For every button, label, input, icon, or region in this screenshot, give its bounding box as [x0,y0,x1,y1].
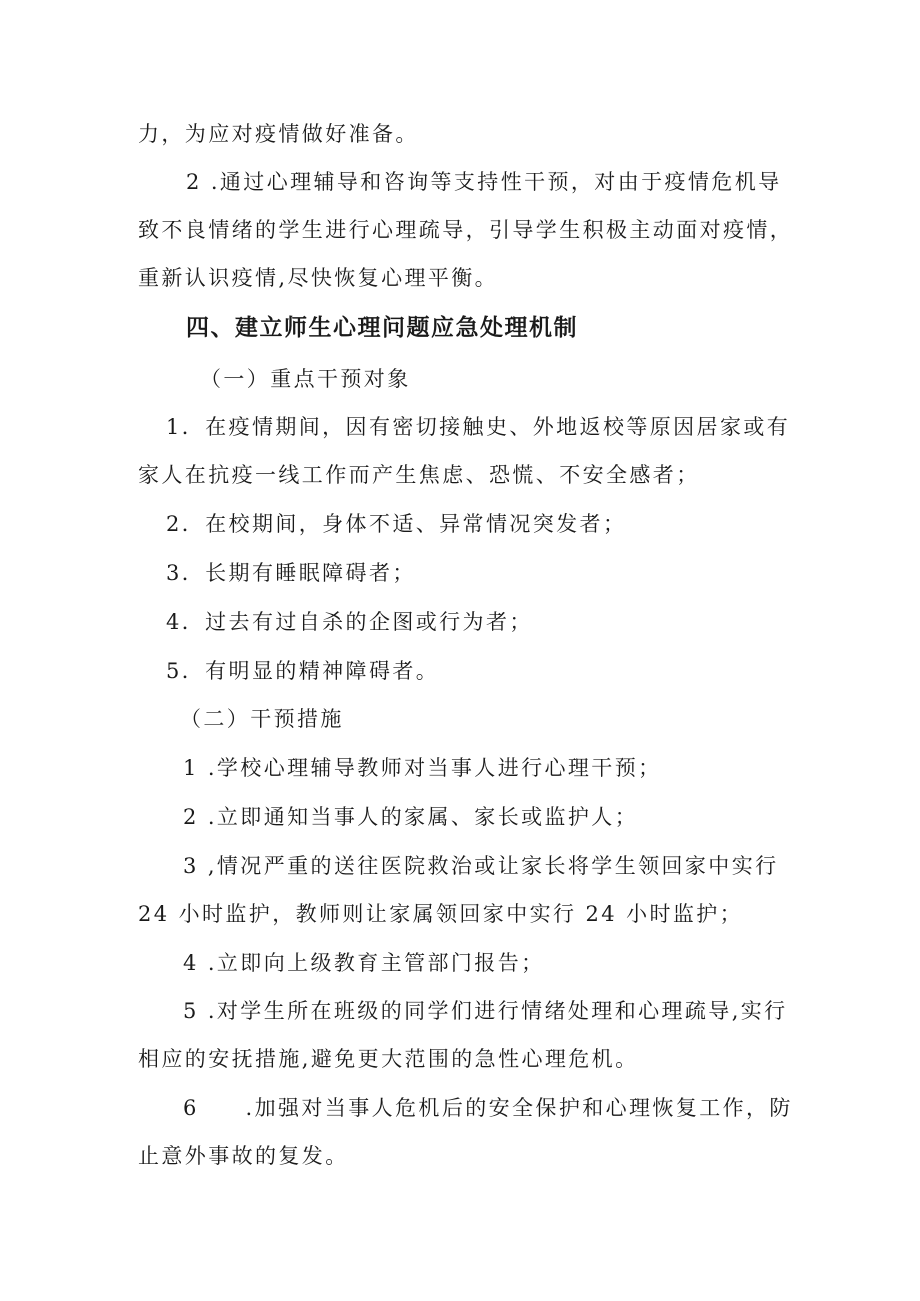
list-item: 2 .立即通知当事人的家属、家长或监护人； [183,805,639,829]
paragraph-line: 重新认识疫情,尽快恢复心理平衡。 [138,266,499,290]
list-item: 4．过去有过自杀的企图或行为者； [166,610,533,634]
list-item: 1 .学校心理辅导教师对当事人进行心理干预； [183,756,662,780]
list-item: 5．有明显的精神障碍者。 [166,659,440,683]
list-item: 6 .加强对当事人危机后的安全保护和心理恢复工作，防 [183,1096,793,1120]
subsection-heading: （二）干预措施 [180,707,344,731]
list-item: 1．在疫情期间，因有密切接触史、外地返校等原因居家或有 [166,415,791,439]
list-item: 4 .立即向上级教育主管部门报告； [183,951,545,975]
paragraph-line: 24 小时监护，教师则让家属领回家中实行 24 小时监护； [138,902,744,926]
list-item: 5 .对学生所在班级的同学们进行情绪处理和心理疏导,实行 [183,999,788,1023]
paragraph-line: 力，为应对疫情做好准备。 [138,122,419,146]
paragraph-line: 致不良情绪的学生进行心理疏导，引导学生积极主动面对疫情， [138,218,794,242]
paragraph-line: 止意外事故的复发。 [138,1144,349,1168]
list-item: 2．在校期间，身体不适、异常情况突发者； [166,512,627,536]
list-item: 3 ,情况严重的送往医院救治或让家长将学生领回家中实行 [183,854,779,878]
section-heading: 四、建立师生心理问题应急处理机制 [186,315,578,341]
subsection-heading: （一）重点干预对象 [200,367,411,391]
paragraph-line: 2 .通过心理辅导和咨询等支持性干预，对由于疫情危机导 [186,170,782,194]
paragraph-line: 家人在抗疫一线工作而产生焦虑、恐慌、不安全感者； [138,463,700,487]
list-item: 3．长期有睡眠障碍者； [166,561,416,585]
paragraph-line: 相应的安抚措施,避免更大范围的急性心理危机。 [138,1047,639,1071]
